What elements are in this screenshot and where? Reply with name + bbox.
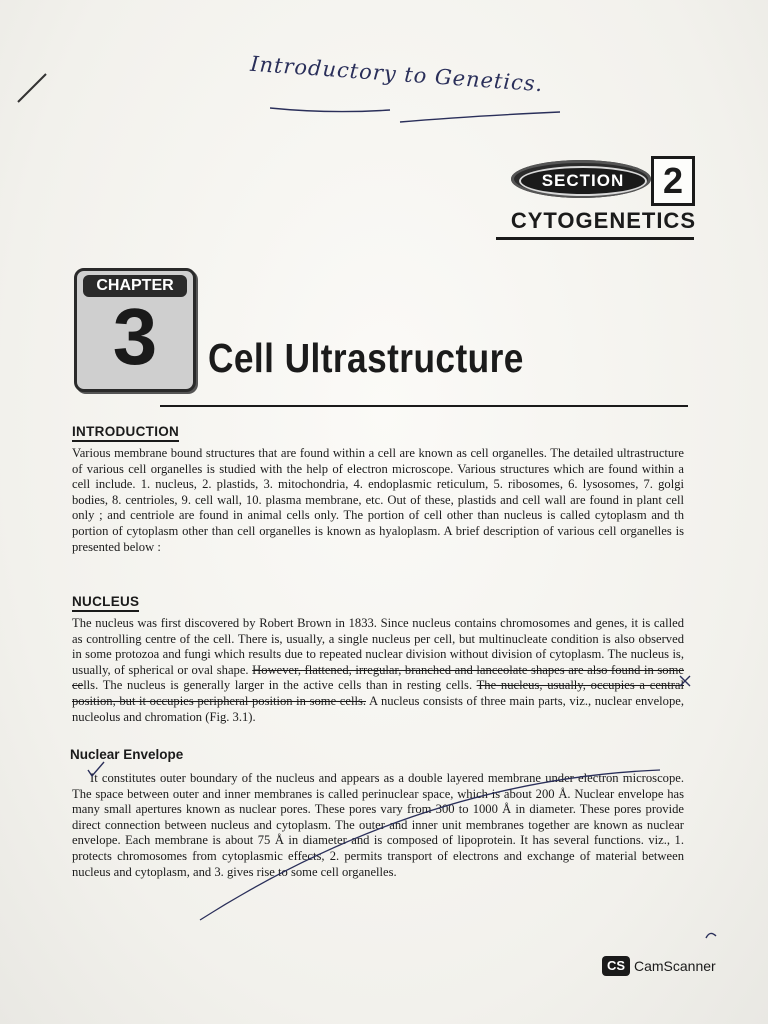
section-label: SECTION xyxy=(519,166,647,196)
section-badge xyxy=(511,154,692,206)
nucleus-paragraph xyxy=(72,616,684,725)
nuclear-envelope-paragraph xyxy=(72,771,684,880)
introduction-text: Various membrane bound structures that are found within a cell are known as cell organelles. The detailed ultrastructure of various cell organelles is studied with the help of electron microscope. Various structures which are found within a cell include. 1. nucleus, 2. plastids, 3. mitochondria, 4. endoplasmic reticulum, 5. ribosomes, 6. lysosomes, 7. golgi bodies, 8. centrioles, 9. cell wall, 10. plasma membrane, etc. Out of these, plastids and cell wall are found in plant cell only ; and centriole are found in animal cells only. The portion of cell other than nucleus is called cytoplasm and th portion of cytoplasm other than cell organelles is known as hyaloplasm. A brief description of various cell organelles is presented below : xyxy=(72,446,684,554)
chapter-title: Cell Ultrastructure xyxy=(208,335,524,381)
nucleus-heading: NUCLEUS xyxy=(72,594,139,612)
camscanner-name: CamScanner xyxy=(634,958,716,974)
nucleus-text-start: The nucleus was first discovered by Robert Brown in 1833. Since nucleus contains chromosomes and genes, it is called as controlling centre of the cell. There is, usually, a single nucleus per cell, but multinucleate condition is also observed in some protozoa and fungi which results due to repeated nuclear division without division of cytoplasm. The nucleus is, usually, of spherical or oval shape. xyxy=(72,616,684,677)
handwritten-note: Introductory to Genetics. xyxy=(249,51,545,97)
pen-slash-mark xyxy=(14,68,54,108)
camscanner-logo-icon: CS xyxy=(602,956,630,976)
nucleus-struck-text-1: However, flattened, irregular, branched and lanceolate shapes are also found in some ce xyxy=(72,662,684,693)
nucleus-text xyxy=(72,616,684,725)
nuclear-envelope-text: It constitutes outer boundary of the nucleus and appears as a double layered membrane under electron microscope. The space between outer and inner membranes is called perinuclear space, which is about 200 Å. Nuclear envelope has many small apertures known as nuclear pores. These pores vary from 300 to 1000 Å in diameter. These pores provide direct connection between nucleus and cytoplasm. The outer and inner unit membranes together are known as nuclear envelope. Each membrane is about 75 Å in diameter and is composed of lipoprotein. It has several functions. viz., 1. protects chromosomes from cytoplasmic effects, 2. permits transport of electrons and exchange of material between nucleus and cytoplasm, and 3. gives rise to some cell organelles. xyxy=(72,771,684,879)
nucleus-text-end: A nucleus consists of three main parts, viz., nuclear envelope, nucleolus and chromation (Fig. 3.1). xyxy=(72,693,684,724)
section-rule xyxy=(496,237,694,240)
nucleus-struck-text-2: The nucleus, usually, occupies a central position, but it occupies peripheral position in some cells. xyxy=(72,678,684,708)
section-title: CYTOGENETICS xyxy=(510,208,696,233)
camscanner-watermark xyxy=(602,955,716,977)
chapter-rule xyxy=(160,405,688,407)
nucleus-text-middle: lls. The nucleus is generally larger in the active cells than in resting cells. xyxy=(83,678,473,693)
introduction-heading: INTRODUCTION xyxy=(72,424,179,442)
handwritten-underline xyxy=(270,100,570,140)
chapter-label: CHAPTER xyxy=(83,275,187,297)
section-oval xyxy=(511,160,651,198)
section-number: 2 xyxy=(651,156,695,206)
chapter-badge xyxy=(74,268,196,392)
nuclear-envelope-heading: Nuclear Envelope xyxy=(70,747,184,762)
chapter-number: 3 xyxy=(112,292,158,381)
introduction-paragraph xyxy=(72,446,684,555)
